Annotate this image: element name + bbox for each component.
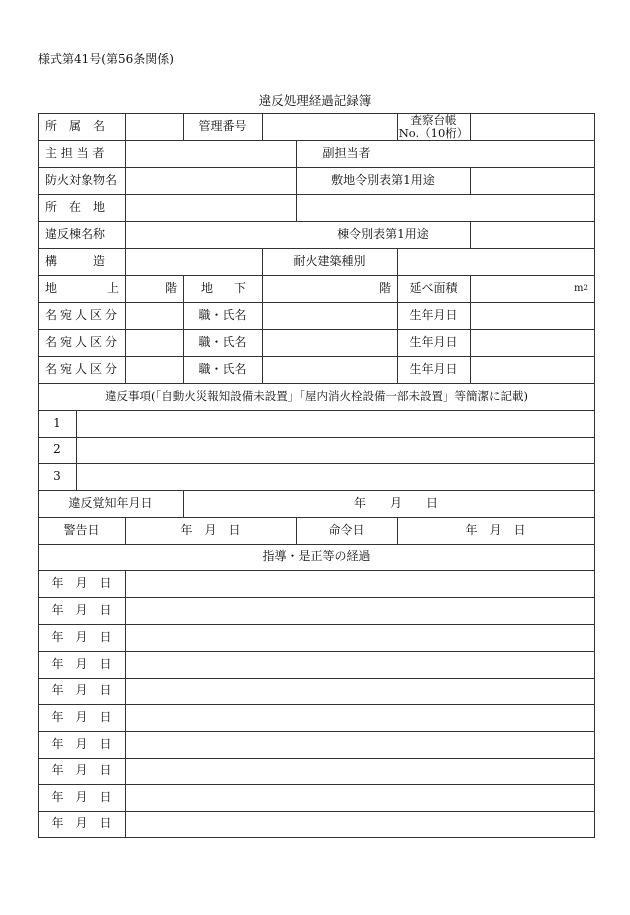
history-date: 年 月 日 (51, 763, 112, 778)
grid-line (76, 410, 77, 490)
form-reference: 様式第41号(第56条関係) (38, 52, 174, 66)
structure-label: 構 造 (45, 253, 106, 268)
history-date: 年 月 日 (51, 683, 112, 698)
history-date: 年 月 日 (51, 656, 112, 671)
addressee-label: 名宛人区分 (45, 334, 121, 349)
addressee-role-label: 職・氏名 (198, 334, 247, 349)
building-name-label: 違反棟名称 (45, 226, 106, 241)
grid-line (470, 167, 471, 194)
grid-line (125, 570, 126, 837)
grid-line (38, 410, 595, 411)
affiliation-label: 所 属 名 (45, 118, 106, 133)
inspection-ledger-label: 査察台帳 No.（10桁） (398, 112, 469, 140)
building-use-label: 棟令別表第1用途 (337, 226, 429, 241)
location-label: 所 在 地 (45, 199, 106, 214)
grid-line (38, 837, 595, 838)
floor-label-2: 階 (378, 280, 391, 295)
underground-label: 地 下 (201, 280, 246, 295)
addressee-label: 名宛人区分 (45, 307, 121, 322)
site-use-label: 敷地令別表第1用途 (331, 172, 435, 187)
detected-date-value: 年 月 日 (353, 495, 438, 510)
management-number-label: 管理番号 (198, 118, 247, 133)
detected-date-label: 違反覚知年月日 (68, 495, 153, 510)
history-date: 年 月 日 (51, 789, 112, 804)
addressee-birth-label: 生年月日 (409, 361, 458, 376)
history-date: 年 月 日 (51, 575, 112, 590)
record-table (38, 113, 595, 838)
addressee-birth-label: 生年月日 (409, 307, 458, 322)
main-officer-label: 主 担 当 者 (45, 145, 105, 160)
addressee-role-label: 職・氏名 (198, 361, 247, 376)
history-date: 年 月 日 (51, 629, 112, 644)
warning-date-label: 警告日 (63, 522, 100, 537)
history-date: 年 月 日 (51, 709, 112, 724)
grid-line (470, 113, 471, 140)
history-date: 年 月 日 (51, 602, 112, 617)
grid-line (38, 463, 595, 464)
grid-line (125, 113, 126, 383)
total-area-label: 延べ面積 (409, 280, 458, 295)
history-date: 年 月 日 (51, 736, 112, 751)
above-ground-label: 地 上 (45, 280, 119, 295)
violation-number: 3 (53, 468, 61, 483)
grid-line (594, 113, 595, 838)
grid-line (183, 490, 184, 517)
order-date-label: 命令日 (328, 522, 365, 537)
addressee-label: 名宛人区分 (45, 361, 121, 376)
grid-line (38, 437, 595, 438)
history-date: 年 月 日 (51, 816, 112, 831)
floor-label: 階 (164, 280, 177, 295)
grid-line (262, 113, 263, 140)
order-date-value: 年 月 日 (465, 522, 526, 537)
target-name-label: 防火対象物名 (45, 172, 118, 187)
violation-number: 2 (53, 442, 61, 457)
history-heading: 指導・是正等の経過 (262, 549, 371, 564)
violations-heading: 違反事項(「自動火災報知設備未設置」「屋内消火栓設備一部未設置」等簡潔に記載) (105, 388, 528, 403)
sub-officer-label: 副担当者 (322, 145, 371, 160)
violation-number: 1 (53, 415, 61, 430)
area-unit: m 2 (574, 282, 588, 294)
grid-line (470, 221, 471, 248)
fireproof-type-label: 耐火建築種別 (293, 253, 366, 268)
warning-date-value: 年 月 日 (180, 522, 241, 537)
addressee-role-label: 職・氏名 (198, 307, 247, 322)
document-title: 違反処理経過記録簿 (258, 93, 372, 108)
addressee-birth-label: 生年月日 (409, 334, 458, 349)
